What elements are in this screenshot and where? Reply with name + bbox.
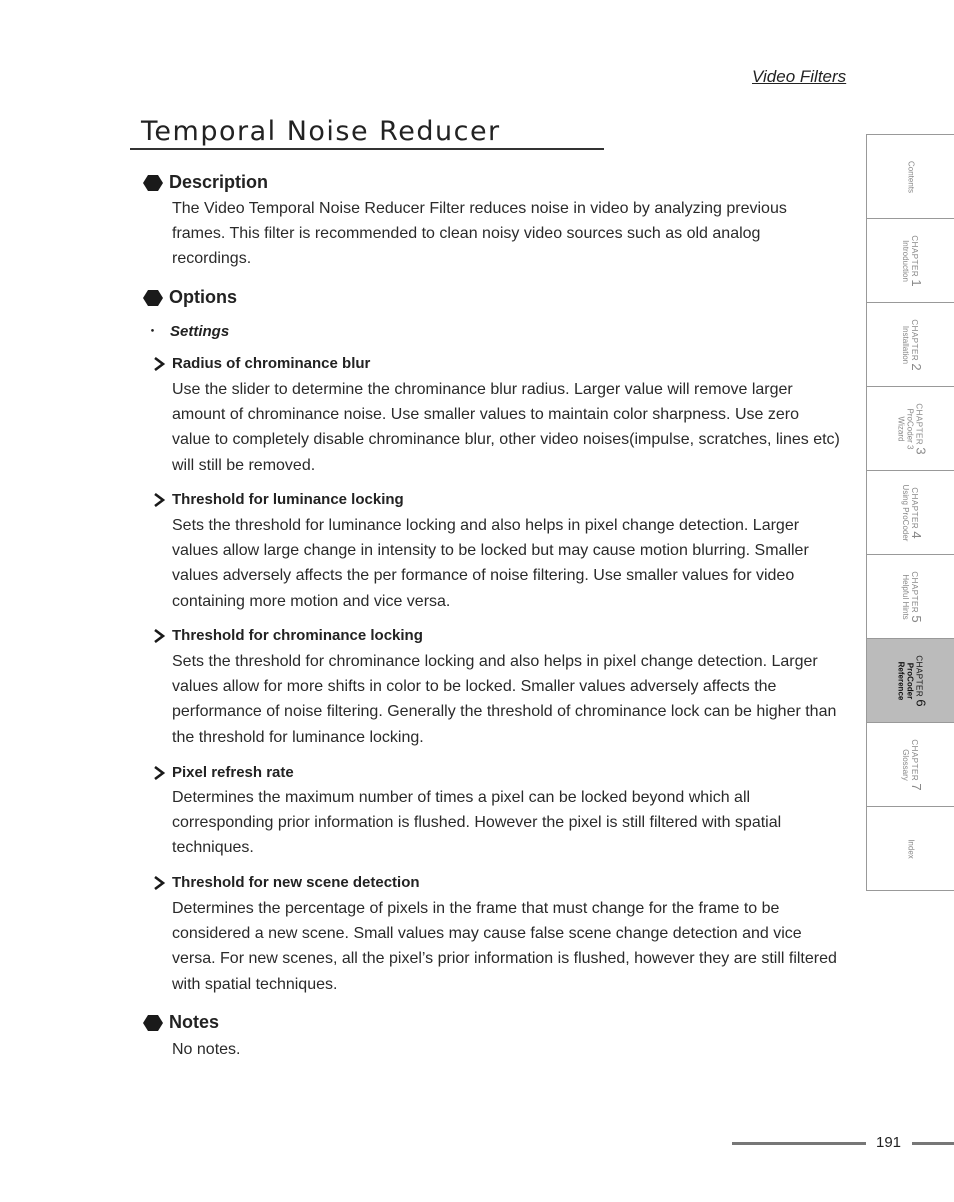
chapter-title-line: Installation [900, 325, 910, 364]
chapter-number: 3 [913, 446, 928, 455]
chevron-right-icon [152, 493, 166, 507]
chapter-label: CHAPTER [909, 486, 919, 529]
chapter-heading [908, 234, 924, 287]
page-number: 191 [876, 1134, 902, 1151]
chapter-tab-label [900, 484, 924, 541]
option-item-heading [152, 627, 423, 644]
option-item-title: Pixel refresh rate [172, 764, 294, 781]
description-heading [143, 172, 268, 193]
settings-label [145, 320, 229, 341]
chapter-tab-label [896, 402, 928, 455]
chapter-tab[interactable] [866, 555, 954, 639]
notes-text: No notes. [172, 1041, 241, 1058]
chapter-number: 2 [908, 362, 924, 371]
bullet-dot: ・ [145, 323, 161, 340]
chapter-tab-label [896, 654, 928, 707]
option-item-heading [152, 491, 404, 508]
option-item-title: Threshold for chrominance locking [172, 627, 423, 644]
chapter-number: 4 [908, 530, 924, 539]
chapter-tab[interactable] [866, 807, 954, 891]
chapter-number: 5 [908, 614, 924, 623]
option-item-text: Determines the percentage of pixels in the frame that must change for the frame to be considered a new scene. Small values may cause false scene change detection and vice versa. For new scenes, all the pixel’s prior information is flushed, however they are still filtered with spatial techniques. [172, 900, 837, 993]
chapter-tab-label [900, 318, 924, 371]
option-item-title: Radius of chrominance blur [172, 355, 371, 372]
chapter-heading [908, 738, 924, 791]
options-heading [143, 287, 237, 308]
chapter-heading [913, 402, 928, 455]
option-item-heading [152, 764, 294, 781]
chapter-heading [908, 318, 924, 371]
chapter-label: CHAPTER [914, 402, 923, 445]
chapter-tab[interactable] [866, 387, 954, 471]
chapter-tab-label [906, 160, 915, 192]
option-item-heading [152, 355, 370, 372]
chapter-title-line: Glossary [900, 748, 910, 781]
chapter-label: CHAPTER [914, 654, 923, 697]
notes-heading [143, 1012, 219, 1033]
hexagon-bullet-icon [143, 1015, 163, 1031]
chapter-tab-label [900, 738, 924, 791]
option-item-text: Sets the threshold for luminance locking and also helps in pixel change detection. Larger values allow large change in intensity to be locked but may cause motion blurring. Smaller values adversely affects the per formance of noise filtering. Use smaller values for video containing more motion and vice versa. [172, 517, 809, 610]
hexagon-bullet-icon [143, 290, 163, 306]
chapter-label: CHAPTER [909, 570, 919, 613]
option-item-text: Determines the maximum number of times a pixel can be locked beyond which all corresponding prior information is flushed. However the pixel is still filtered with spatial techniques. [172, 789, 782, 857]
description-text: The Video Temporal Noise Reducer Filter reduces noise in video by analyzing previous frames. This filter is recommended to clean noisy video sources such as old analog recordings. [172, 200, 787, 268]
option-item-title: Threshold for luminance locking [172, 491, 404, 508]
chapter-tabs [866, 134, 954, 891]
section-header: Video Filters [752, 67, 847, 86]
chapter-title-line: Using ProCoder [900, 484, 910, 541]
footer-rule-right [912, 1142, 954, 1145]
notes-heading-label: Notes [169, 1012, 220, 1032]
chapter-tab[interactable] [866, 303, 954, 387]
title-underline [130, 148, 604, 150]
page-title: Temporal Noise Reducer [141, 116, 501, 147]
chevron-right-icon [152, 629, 166, 643]
chapter-title-line: Reference [896, 661, 905, 700]
chapter-tab[interactable] [866, 639, 954, 723]
chapter-tab[interactable] [866, 135, 954, 219]
options-heading-label: Options [169, 287, 237, 307]
chapter-number: 7 [908, 782, 924, 791]
chapter-title-line: Introduction [900, 239, 910, 282]
chapter-tab[interactable] [866, 219, 954, 303]
footer-rule-left [732, 1142, 866, 1145]
chapter-tab-label [900, 234, 924, 287]
description-heading-label: Description [169, 172, 269, 192]
chapter-heading [913, 654, 928, 707]
chapter-tab[interactable] [866, 723, 954, 807]
chapter-label: CHAPTER [909, 234, 919, 277]
chapter-title-line: Helpful Hints [900, 573, 910, 620]
chevron-right-icon [152, 357, 166, 371]
chapter-title-line: Wizard [896, 416, 905, 441]
chapter-title-line: ProCoder [905, 662, 914, 699]
chevron-right-icon [152, 876, 166, 890]
chapter-tab-label [906, 839, 915, 859]
chapter-number: 6 [913, 698, 928, 707]
hexagon-bullet-icon [143, 175, 163, 191]
option-item-text: Use the slider to determine the chrominance blur radius. Larger value will remove larger amount of chrominance noise. Use smaller values to maintain color sharpness. Use zero value to completely disable chrominance blur, other video noises(impulse, scratches, lines etc) will still be removed. [172, 381, 840, 474]
option-item-heading [152, 874, 420, 891]
chapter-title-line: Contents [906, 160, 915, 193]
settings-label-text: Settings [170, 323, 230, 340]
chapter-tab-label [900, 570, 924, 623]
option-item-title: Threshold for new scene detection [172, 874, 420, 891]
option-item-text: Sets the threshold for chrominance locking and also helps in pixel change detection. Larger values allow for more shifts in color to be locked. Smaller values adversely affects the performance of noise filtering. Generally the threshold of chrominance lock can be higher than the threshold for luminance locking. [172, 653, 837, 746]
chapter-heading [908, 484, 924, 541]
chapter-title-line: Index [906, 838, 915, 859]
chevron-right-icon [152, 766, 166, 780]
chapter-label: CHAPTER [909, 738, 919, 781]
chapter-title-line: ProCoder 3 [905, 408, 914, 449]
chapter-number: 1 [908, 278, 924, 287]
chapter-label: CHAPTER [909, 318, 919, 361]
chapter-tab[interactable] [866, 471, 954, 555]
chapter-heading [908, 570, 924, 623]
